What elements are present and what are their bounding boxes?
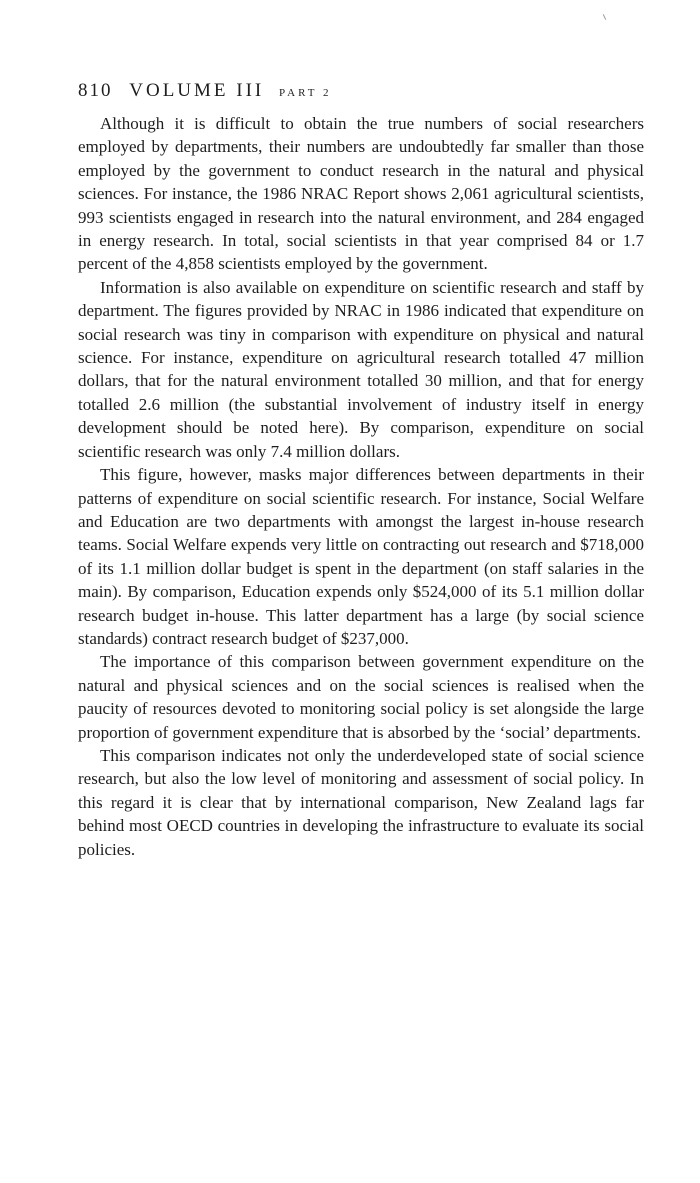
- scan-mark: [603, 14, 606, 20]
- paragraph-oecd-comparison: This comparison indicates not only the underdeveloped state of social science research, but also the low level of monitoring and assessment of social policy. In this regard it is clear that by international comparison, New Zealand lags far behind most OECD countries in developing the infrastructure to evaluate its social policies.: [78, 745, 644, 859]
- page-number: 810: [78, 80, 113, 101]
- volume-label: VOLUME III: [129, 80, 265, 101]
- part-label: PART 2: [279, 87, 332, 99]
- paragraph-importance-of-comparison: The importance of this comparison between government expenditure on the natural and physical sciences and on the social sciences is realised when the paucity of resources devoted to monitoring social policy is set alongside the large proportion of government expenditure that is absorbed by the ‘social’ departments.: [78, 652, 644, 742]
- running-head: [78, 76, 644, 108]
- paragraph-social-researchers: Although it is difficult to obtain the true numbers of social researchers employed by departments, their numbers are undoubtedly far smaller than those employed by the government to conduct research in the natural and physical sciences. For instance, the 1986 NRAC Report shows 2,061 agricultural scientists, 993 scientists engaged in research into the natural environment, and 284 engaged in energy research. In total, social scientists in that year comprised 84 or 1.7 percent of the 4,858 scientists employed by the government.: [78, 114, 644, 274]
- paragraph-departmental-differences: This figure, however, masks major differences between departments in their patterns of expenditure on social scientific research. For instance, Social Welfare and Education are two departments with amongst the largest in-house research teams. Social Welfare expends very little on contracting out research and $718,000 of its 1.1 million dollar budget is spent in the department (on staff salaries in the main). By comparison, Education expends only $524,000 of its 5.1 million dollar research budget in-house. This latter department has a large (by social science standards) contract research budget of $237,000.: [78, 465, 644, 648]
- book-page: [78, 76, 644, 861]
- paragraph-expenditure-by-department: Information is also available on expenditure on scientific research and staff by department. The figures provided by NRAC in 1986 indicated that expenditure on social research was tiny in comparison with expenditure on physical and natural science. For instance, expenditure on agricultural research totalled 47 million dollars, that for the natural environment totalled 30 million, and that for energy totalled 2.6 million (the substantial involvement of industry itself in energy development should be noted here). By comparison, expenditure on social scientific research was only 7.4 million dollars.: [78, 277, 644, 461]
